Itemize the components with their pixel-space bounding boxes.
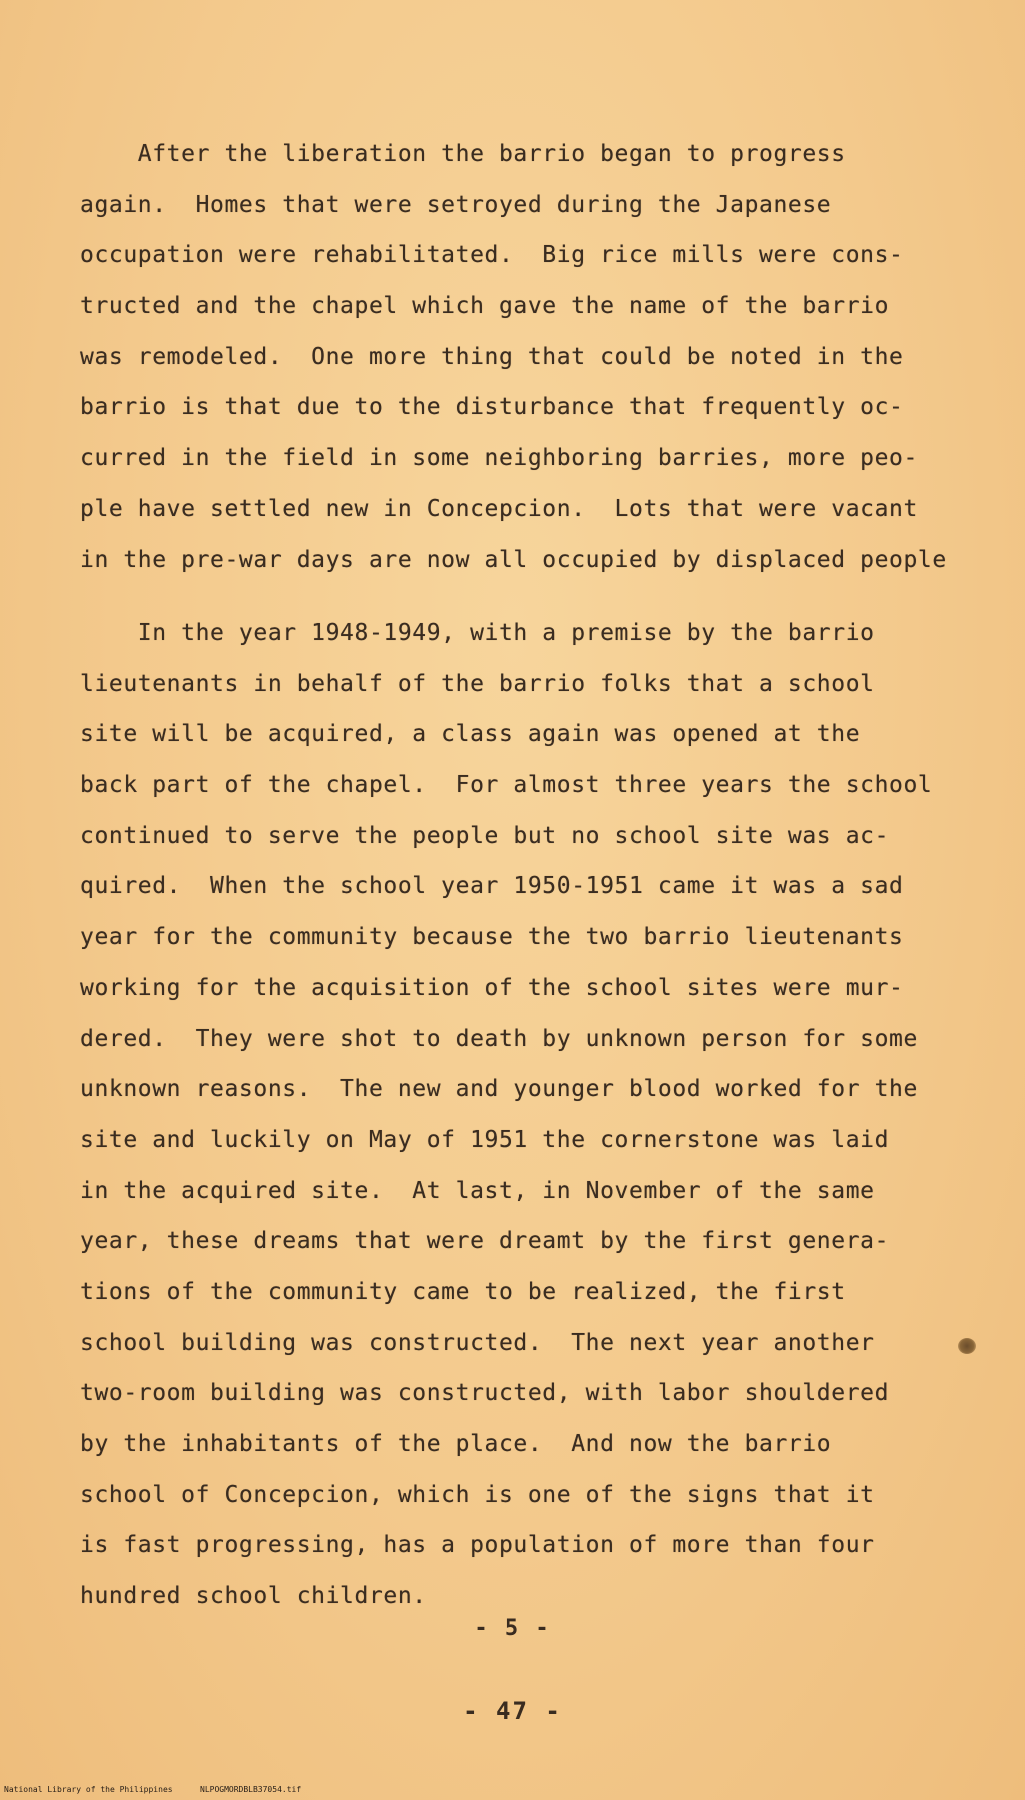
- text-line: was remodeled. One more thing that could be noted in the: [80, 343, 904, 370]
- footer-file-name: NLPOGMORDBLB37054.tif: [200, 1785, 302, 1794]
- text-line: In the year 1948-1949, with a premise by the barrio: [80, 620, 875, 646]
- text-line: tructed and the chapel which gave the name of the barrio: [80, 293, 890, 320]
- text-line: again. Homes that were setroyed during the Japanese: [80, 191, 832, 218]
- text-line: tions of the community came to be realized, the first: [80, 1278, 846, 1305]
- text-line: is fast progressing, has a population of more than four: [80, 1532, 875, 1559]
- paragraph-liberation: [80, 129, 970, 585]
- text-line: unknown reasons. The new and younger blood worked for the: [80, 1076, 918, 1103]
- paragraph-school-history: [80, 608, 970, 1622]
- text-line: year for the community because the two barrio lieutenants: [80, 924, 904, 951]
- text-line: working for the acquisition of the school sites were mur-: [80, 974, 904, 1001]
- page-number: - 47 -: [463, 1697, 562, 1725]
- text-line: quired. When the school year 1950-1951 came it was a sad: [80, 873, 904, 900]
- text-line: hundred school children.: [80, 1583, 427, 1610]
- text-line: curred in the field in some neighboring barries, more peo-: [80, 445, 918, 472]
- text-line: barrio is that due to the disturbance that frequently oc-: [80, 394, 904, 421]
- text-line: in the pre-war days are now all occupied by displaced people: [80, 546, 947, 573]
- text-line: occupation were rehabilitated. Big rice mills were cons-: [80, 242, 904, 269]
- text-line: site will be acquired, a class again was opened at the: [80, 721, 861, 748]
- text-line: school building was constructed. The next year another: [80, 1329, 875, 1356]
- text-line: site and luckily on May of 1951 the cornerstone was laid: [80, 1126, 890, 1153]
- text-line: by the inhabitants of the place. And now the barrio: [80, 1431, 832, 1457]
- text-line: ple have settled new in Concepcion. Lots that were vacant: [80, 495, 918, 522]
- section-number: - 5 -: [474, 1616, 551, 1641]
- footer-library-credit: National Library of the Philippines: [4, 1785, 173, 1794]
- text-line: in the acquired site. At last, in November of the same: [80, 1177, 875, 1204]
- text-line: school of Concepcion, which is one of the signs that it: [80, 1481, 875, 1508]
- text-line: continued to serve the people but no school site was ac-: [80, 822, 890, 849]
- text-line: back part of the chapel. For almost three years the school: [80, 772, 933, 799]
- text-line: year, these dreams that were dreamt by the first genera-: [80, 1228, 890, 1255]
- text-line: two-room building was constructed, with labor shouldered: [80, 1380, 890, 1407]
- text-line: lieutenants in behalf of the barrio folks that a school: [80, 670, 875, 697]
- text-line: dered. They were shot to death by unknown person for some: [80, 1025, 918, 1052]
- text-line: After the liberation the barrio began to progress: [80, 141, 846, 167]
